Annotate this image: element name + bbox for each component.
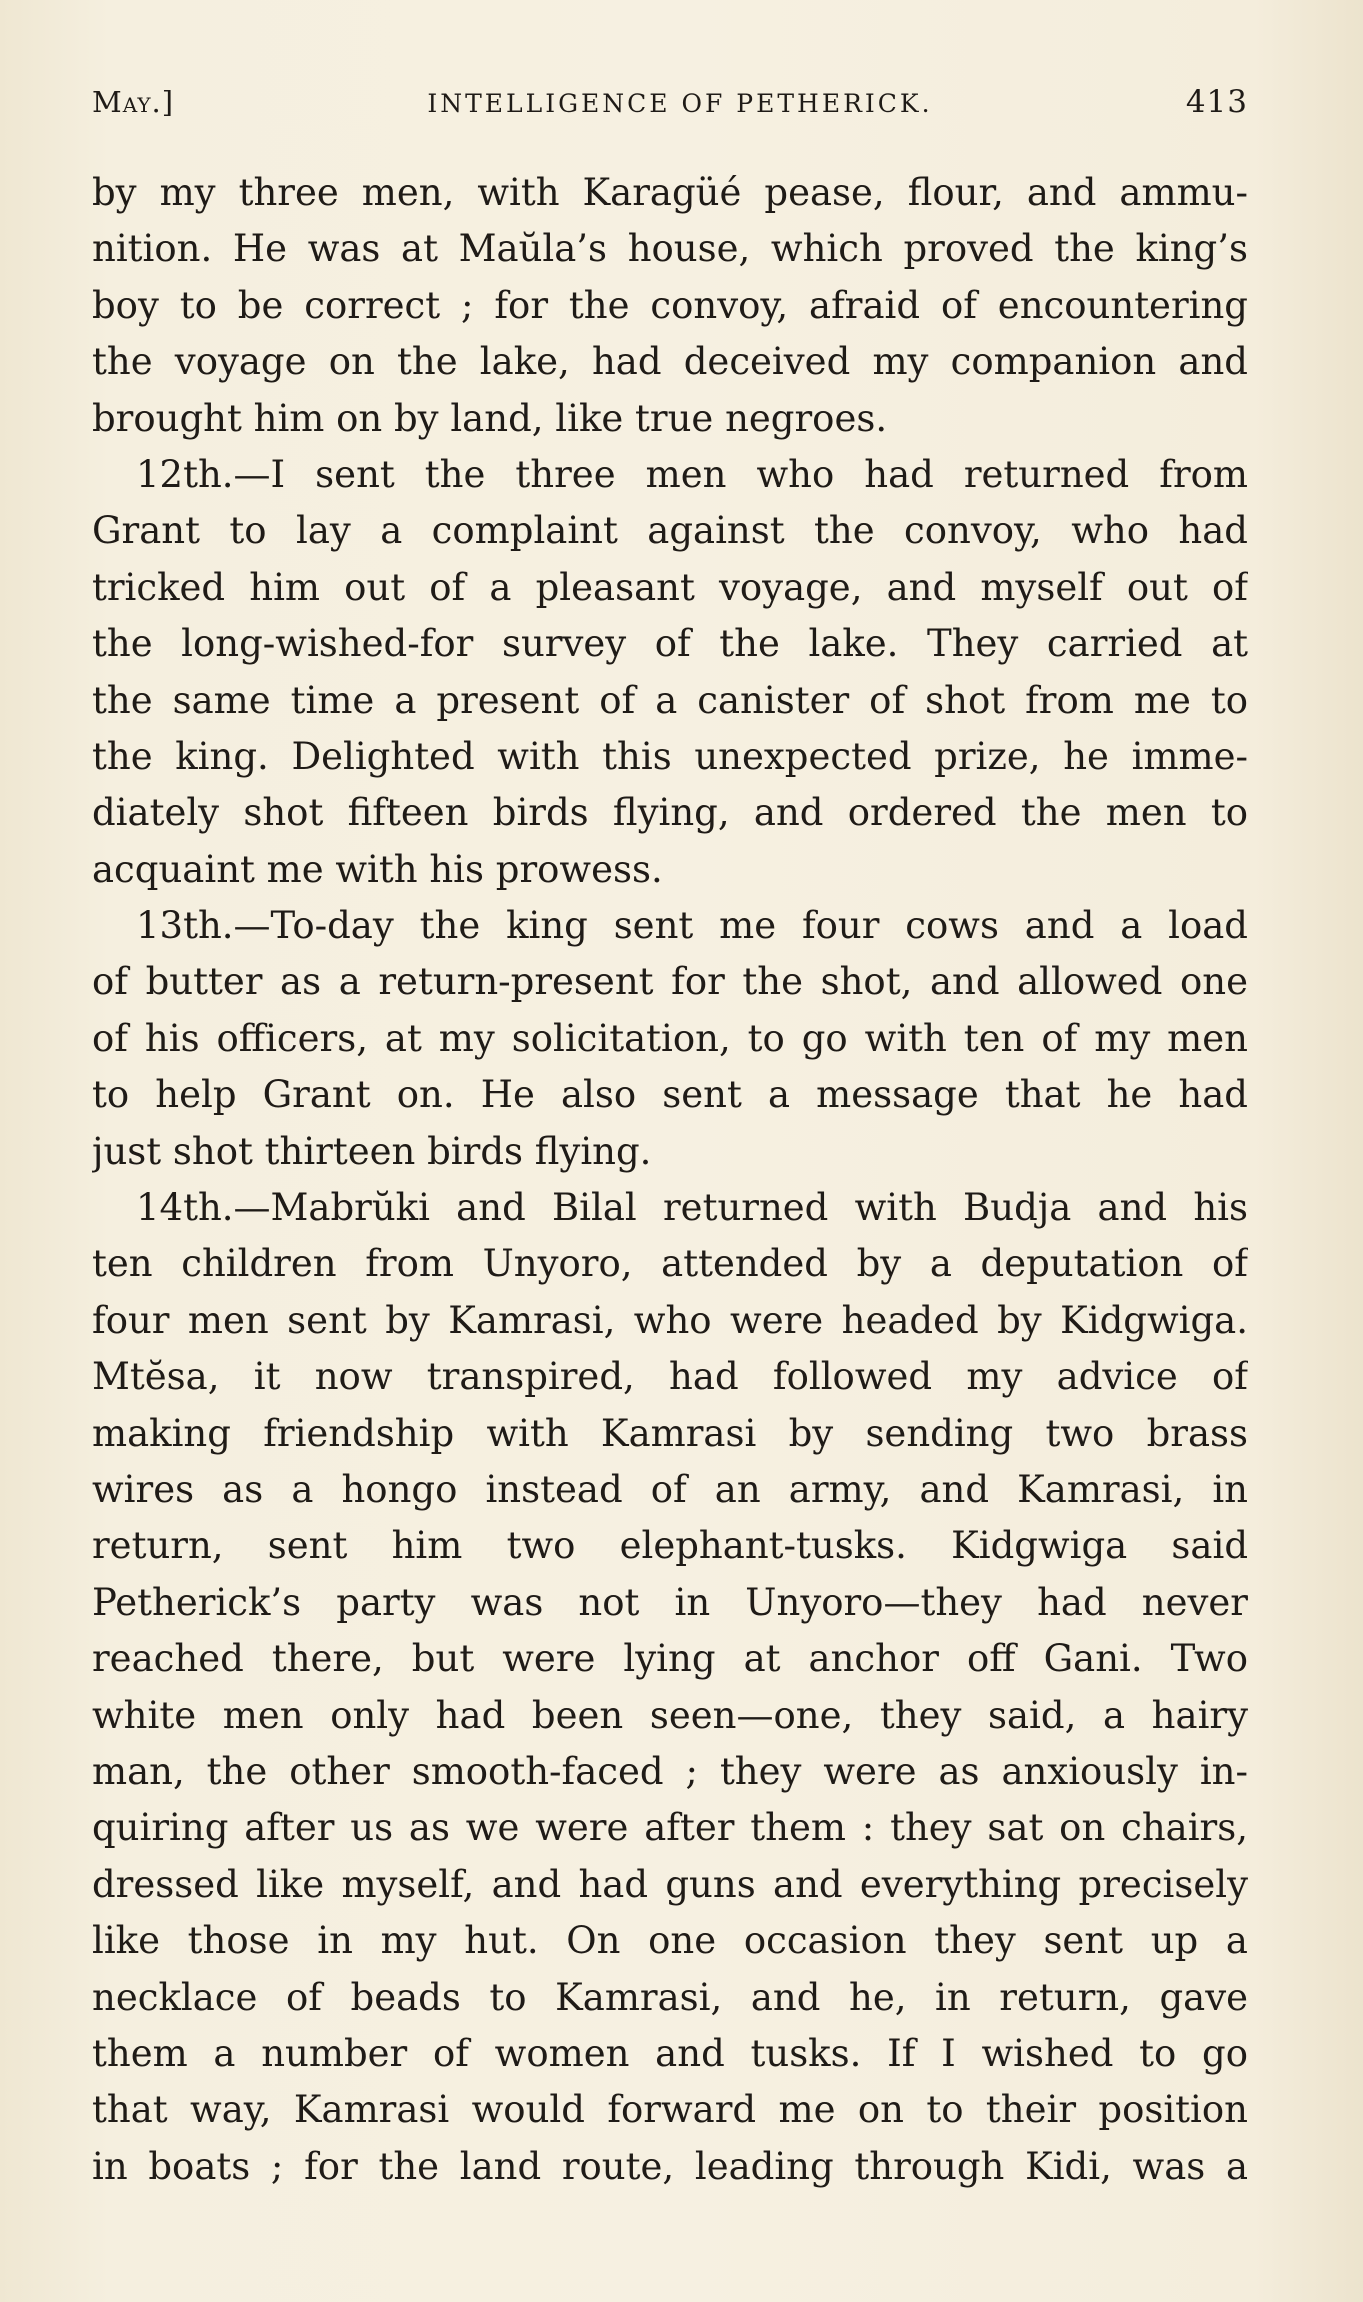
text-line: four men sent by Kamrasi, who were headed by Kidgwiga. xyxy=(92,1298,1248,1342)
text-line: ten children from Unyoro, attended by a deputation of xyxy=(92,1242,1248,1286)
text-line: the king. Delighted with this unexpected prize, he imme- xyxy=(92,734,1248,778)
text-line: boy to be correct ; for the convoy, afraid of encountering xyxy=(92,283,1248,327)
text-line: Mtĕsa, it now transpired, had followed my advice of xyxy=(92,1355,1248,1399)
text-line: 14th.—Mabrŭki and Bilal returned with Budja and his xyxy=(136,1186,1248,1230)
text-line: of butter as a return-present for the shot, and allowed one xyxy=(92,960,1248,1004)
text-line: diately shot fifteen birds flying, and ordered the men to xyxy=(92,791,1248,835)
text-line: white men only had been seen—one, they said, a hairy xyxy=(92,1693,1248,1737)
text-line: reached there, but were lying at anchor off Gani. Two xyxy=(92,1637,1248,1681)
text-line: quiring after us as we were after them : they sat on chairs, xyxy=(92,1806,1248,1850)
text-line: acquaint me with his prowess. xyxy=(92,847,663,891)
text-line: Grant to lay a complaint against the convoy, who had xyxy=(92,509,1248,553)
text-line: the same time a present of a canister of shot from me to xyxy=(92,678,1248,722)
text-line: 12th.—I sent the three men who had returned from xyxy=(136,452,1248,496)
text-line: making friendship with Kamrasi by sending two brass xyxy=(92,1411,1248,1455)
text-line: to help Grant on. He also sent a message that he had xyxy=(92,1073,1248,1117)
text-line: 13th.—To-day the king sent me four cows and a load xyxy=(136,904,1248,948)
text-line: Petherick’s party was not in Unyoro—they had never xyxy=(92,1580,1248,1624)
text-line: in boats ; for the land route, leading through Kidi, was a xyxy=(92,2144,1248,2188)
page-number: 413 xyxy=(1185,84,1248,120)
text-line: return, sent him two elephant-tusks. Kidgwiga said xyxy=(92,1524,1248,1568)
text-line: wires as a hongo instead of an army, and Kamrasi, in xyxy=(92,1467,1248,1511)
body-text xyxy=(92,165,1248,2195)
text-line: just shot thirteen birds flying. xyxy=(92,1129,652,1173)
text-line: of his officers, at my solicitation, to go with ten of my men xyxy=(92,1016,1248,1060)
text-line: by my three men, with Karagüé pease, flour, and ammu- xyxy=(92,171,1248,214)
text-line: tricked him out of a pleasant voyage, and myself out of xyxy=(92,565,1248,609)
text-line: nition. He was at Maŭla’s house, which proved the king’s xyxy=(92,227,1248,271)
text-line: dressed like myself, and had guns and everything precisely xyxy=(92,1862,1248,1906)
text-line: the voyage on the lake, had deceived my companion and xyxy=(92,340,1248,384)
text-line: necklace of beads to Kamrasi, and he, in return, gave xyxy=(92,1975,1248,2019)
text-line: that way, Kamrasi would forward me on to their position xyxy=(92,2088,1248,2132)
text-line: brought him on by land, like true negroes. xyxy=(92,396,888,440)
text-line: them a number of women and tusks. If I wished to go xyxy=(92,2031,1248,2075)
running-header xyxy=(92,84,1248,124)
text-line: the long-wished-for survey of the lake. They carried at xyxy=(92,622,1248,666)
header-title: INTELLIGENCE OF PETHERICK. xyxy=(427,89,933,118)
text-line: like those in my hut. On one occasion they sent up a xyxy=(92,1919,1248,1963)
text-line: man, the other smooth-faced ; they were as anxiously in- xyxy=(92,1749,1248,1793)
header-left: May.] xyxy=(92,85,175,119)
